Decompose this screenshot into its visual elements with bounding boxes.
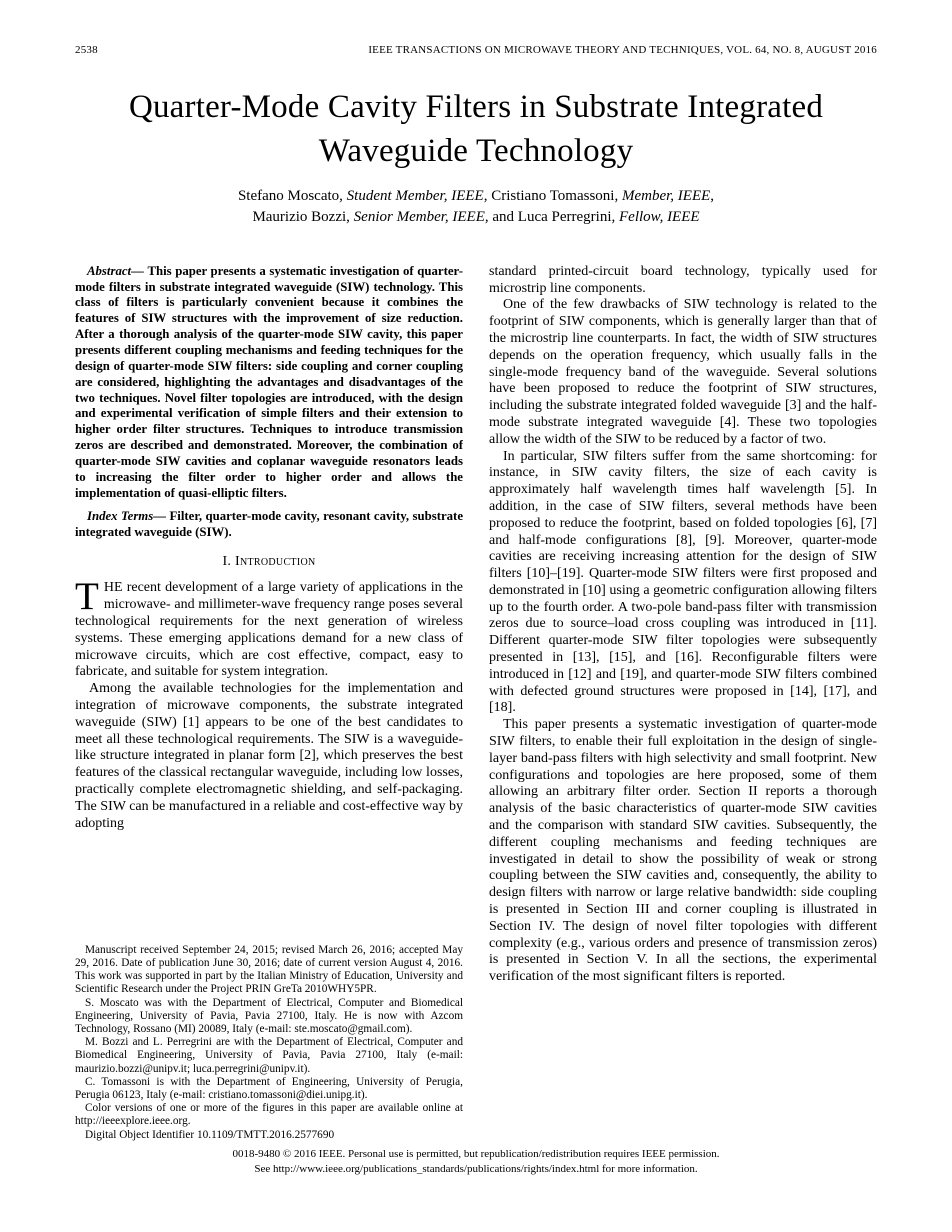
journal-title: IEEE TRANSACTIONS ON MICROWAVE THEORY AND TECHNIQUES, VOL. 64, NO. 8, AUGUST 2016 bbox=[368, 44, 877, 56]
abstract-text: This paper presents a systematic investigation of quarter-mode filters in substrate integrated waveguide (SIW) technology. This class of filters is particularly convenient because it combines the features of SIW structures with the improvement of size reduction. After a thorough analysis of the quarter-mode SIW cavity, this paper presents different coupling mechanisms and feeding techniques for the design of quarter-mode SIW filters: side coupling and corner coupling are considered, highlighting the advantages and disadvantages of the two techniques. Novel filter topologies are introduced, with the design and experimental verification of simple filters and their extension to higher order filter structures. Techniques to introduce transmission zeros are described and demonstrated. Moreover, the combination of quarter-mode SIW cavities and coplanar waveguide resonators leads to increasing the filter order to higher order and allows the implementation of quasi-elliptic filters. bbox=[75, 263, 463, 500]
abstract bbox=[75, 264, 463, 502]
author-membership: Fellow, IEEE bbox=[619, 208, 700, 225]
footnote-affiliation-tomassoni: C. Tomassoni is with the Department of Engineering, University of Perugia, Perugia 06123, Italy (e-mail: cristiano.tomassoni@diei.unipg.it). bbox=[75, 1075, 463, 1101]
copyright-line-1: 0018-9480 © 2016 IEEE. Personal use is permitted, but republication/redistribution requires IEEE permission. bbox=[232, 1148, 720, 1161]
footnote-manuscript-history: Manuscript received September 24, 2015; revised March 26, 2016; accepted May 29, 2016. Date of publication June 30, 2016; date of current version August 4, 2016. This work was supported in part by the Italian Ministry of Education, University and Scientific Research under the Project PRIN GreTa 2010WHY5PR. bbox=[75, 943, 463, 996]
index-terms bbox=[75, 509, 463, 541]
left-column-main bbox=[75, 264, 463, 833]
right-column bbox=[489, 264, 877, 1142]
paper-title: Quarter-Mode Cavity Filters in Substrate Integrated Waveguide Technology bbox=[128, 89, 824, 169]
footnote-doi: Digital Object Identifier 10.1109/TMTT.2016.2577690 bbox=[85, 1128, 335, 1141]
two-column-body bbox=[75, 264, 877, 1142]
footnote-affiliation-bozzi-perregrini: M. Bozzi and L. Perregrini are with the Department of Electrical, Computer and Biomedical Engineering, University of Pavia, Pavia 27100, Italy (e-mail: maurizio.bozzi@unipv.it; luca.perregrini@unipv.it). bbox=[75, 1036, 463, 1075]
intro-paragraph-1-text: HE recent development of a large variety of applications in the microwave- and millimeter-wave frequency range poses several technological requirements for the next generation of wireless systems. These emerging applications demand for a new class of microwave circuits, which are cost effective, compact, easy to fabricate, and suitable for system integration. bbox=[75, 580, 463, 680]
section-heading-introduction: I. Introduction bbox=[222, 554, 316, 570]
intro-paragraph-1 bbox=[75, 575, 463, 681]
body-paragraph-paper-overview: This paper presents a systematic investigation of quarter-mode SIW filters, to enable their full exploitation in the design of single-layer band-pass filters with high selectivity and small footprint. New configurations and topologies are here proposed, some of them allowing an arbitrary filter order. Section II reports a thorough analysis of the basic characteristics of quarter-mode SIW cavities and the comparison with standard SIW cavities. Subsequently, the different coupling mechanisms and feeding techniques are investigated in detail to show the possibility of weak or strong coupling between the SIW cavities and, consequently, the ability to design filters with narrow or large relative bandwidth: side coupling is presented in Section III and corner coupling is illustrated in Section IV. The design of novel filter topologies with different complexity (e.g., various orders and presence of transmission zeros) is presented in Section V. In all the sections, the experimental verification of the most significant filters is reported. bbox=[489, 717, 877, 985]
running-header bbox=[75, 44, 877, 56]
body-paragraph-continuation: standard printed-circuit board technology, typically used for microstrip line components. bbox=[489, 263, 877, 296]
intro-paragraph-2: Among the available technologies for the implementation and integration of microwave components, the substrate integrated waveguide (SIW) [1] appears to be one of the best candidates to meet all these technological requirements. The SIW is a waveguide-like structure integrated in planar form [2], which preserves the best features of the classical rectangular waveguide, including low losses, practically complete electromagnetic shielding, and self-packaging. The SIW can be manufactured in a reliable and cost-effective way by adopting bbox=[75, 681, 463, 831]
author-membership: Student Member, IEEE bbox=[346, 187, 484, 204]
index-terms-text: Filter, quarter-mode cavity, resonant cavity, substrate integrated waveguide (SIW). bbox=[75, 508, 463, 539]
author-name: Stefano Moscato, bbox=[237, 187, 347, 204]
footnote-color-versions: Color versions of one or more of the figures in this paper are available online at http://ieeexplore.ieee.org. bbox=[75, 1102, 463, 1128]
author-name: , Cristiano Tomassoni, bbox=[483, 187, 622, 204]
dropcap-letter: T bbox=[75, 575, 99, 619]
author-name: Maurizio Bozzi, bbox=[252, 208, 354, 225]
author-membership: Member, IEEE bbox=[621, 187, 711, 204]
footnote-affiliation-moscato: S. Moscato was with the Department of Electrical, Computer and Biomedical Engineering, University of Pavia, Pavia 27100, Italy. He is now with Azcom Technology, Rossano (MI) 20089, Italy (e-mail: ste.moscato@gmail.com). bbox=[75, 996, 463, 1035]
abstract-label: Abstract— bbox=[87, 263, 148, 278]
author-name: , and Luca Perregrini, bbox=[484, 208, 620, 225]
author-membership: Senior Member, IEEE bbox=[353, 208, 485, 225]
copyright-line-2: See http://www.ieee.org/publications_standards/publications/rights/index.html for more information. bbox=[254, 1162, 698, 1175]
first-page-footnotes bbox=[75, 944, 463, 1142]
author-line-2 bbox=[75, 207, 877, 228]
author-line-1 bbox=[75, 186, 877, 207]
left-column bbox=[75, 264, 463, 1142]
body-paragraph-filters-review: In particular, SIW filters suffer from the same shortcoming: for instance, in SIW cavity filters, the size of each cavity is approximately half wavelength times half wavelength [5]. In addition, in the case of SIW filters, several methods have been proposed to reduce the footprint, based on folded topologies [6], [7] and half-mode configurations [8], [9]. Moreover, quarter-mode cavities are receiving increasing attention for the design of SIW filters [10]–[19]. Quarter-mode SIW filters were first proposed and demonstrated in [10] using a geometric configuration allowing filters up to the fourth order. A two-pole band-pass filter with transmission zeros due to source–load cross coupling was introduced in [11]. Different quarter-mode SIW filter topologies were subsequently presented in [13], [15], and [16]. Reconfigurable filters were introduced in [12] and [19], and quarter-mode SIW filters combined with defected ground structures were proposed in [14], [17], and [18]. bbox=[489, 448, 877, 716]
copyright-footer bbox=[0, 1147, 952, 1176]
body-paragraph-drawbacks: One of the few drawbacks of SIW technology is related to the footprint of SIW components, which is generally larger than that of the microstrip line counterparts. In fact, the width of SIW structures depends on the operation frequency, which usually falls in the single-mode frequency band of the waveguide. Several solutions have been proposed to reduce the footprint of SIW structures, including the substrate integrated folded waveguide [3] and the half-mode substrate integrated waveguide [4]. These two topologies allow the width of the SIW to be reduced by a factor of two. bbox=[489, 297, 877, 447]
author-block bbox=[75, 186, 877, 228]
index-terms-label: Index Terms— bbox=[87, 508, 170, 523]
author-separator: , bbox=[710, 187, 715, 204]
page-number: 2538 bbox=[75, 44, 98, 56]
